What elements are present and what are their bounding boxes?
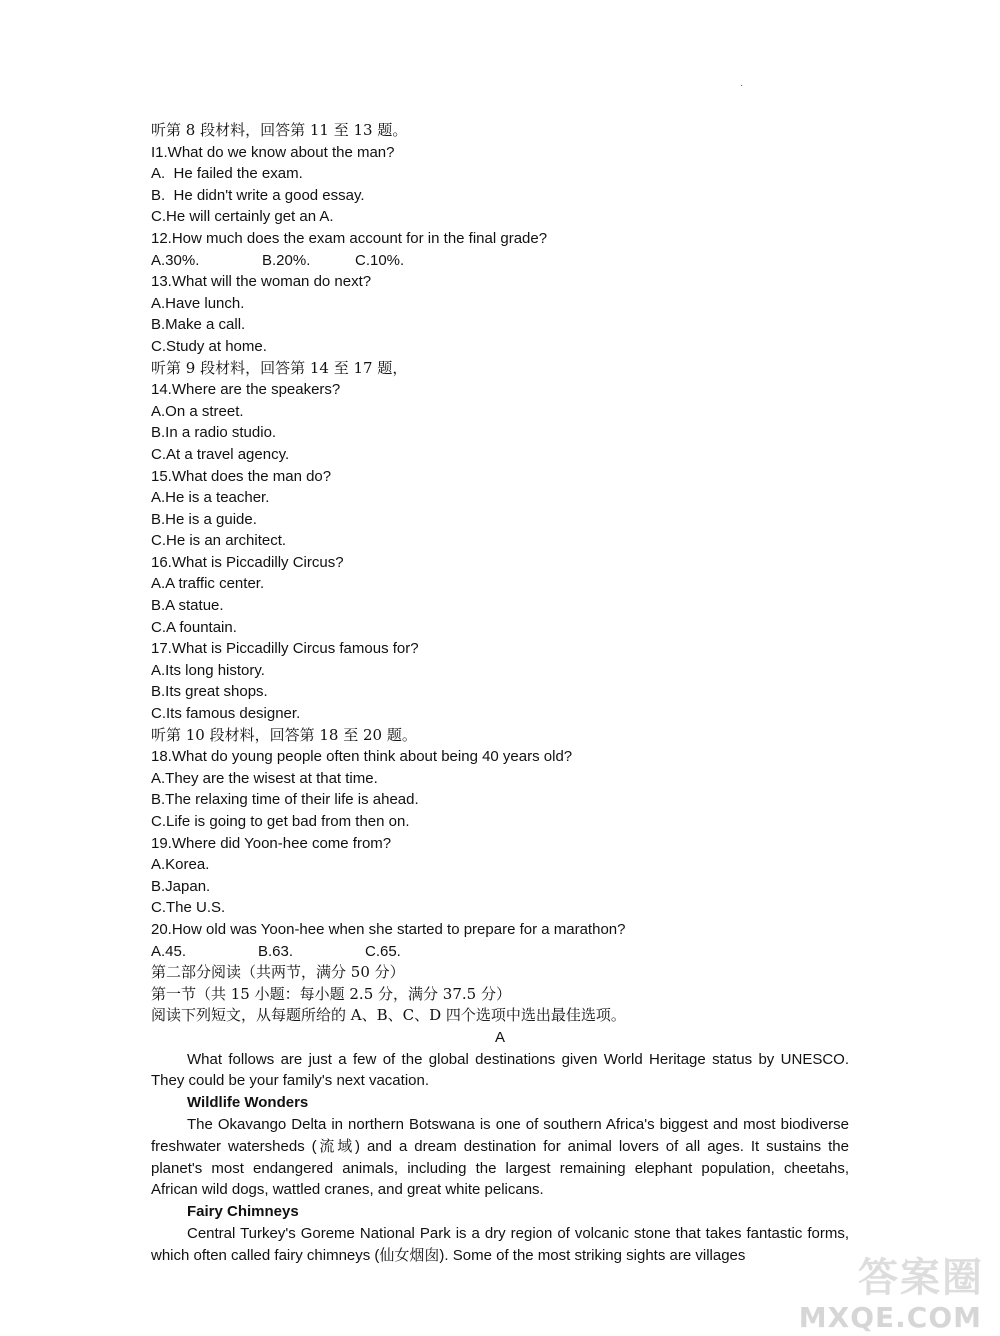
option-18-b: B.The relaxing time of their life is ahead. [151, 791, 419, 809]
option-12-b: B.20%. [262, 251, 311, 269]
option-14-c: C.At a travel agency. [151, 445, 290, 463]
heading-fairy-chimneys: Fairy Chimneys [187, 1203, 299, 1221]
question-16: 16.What is Piccadilly Circus? [151, 553, 344, 571]
option-20-b: B.63. [258, 942, 294, 960]
option-16-c: C.A fountain. [151, 618, 237, 636]
option-15-a: A.He is a teacher. [151, 489, 270, 507]
option-14-b: B.In a radio studio. [151, 424, 277, 442]
option-15-b: B.He is a guide. [151, 510, 257, 528]
section-8-intro: 听第 8 段材料，回答第 11 至 13 题。 [151, 121, 408, 139]
question-18: 18.What do young people often think about being 40 years old? [151, 748, 573, 766]
option-11-c: C.He will certainly get an A. [151, 208, 334, 226]
option-15-c: C.He is an architect. [151, 532, 287, 550]
question-13: 13.What will the woman do next? [151, 273, 372, 291]
question-20: 20.How old was Yoon-hee when she started to prepare for a marathon? [151, 920, 626, 938]
option-20-c: C.65. [365, 942, 401, 960]
option-11-a: A. He failed the exam. [151, 165, 303, 183]
option-16-a: A.A traffic center. [151, 575, 265, 593]
option-19-a: A.Korea. [151, 856, 210, 874]
question-17: 17.What is Piccadilly Circus famous for? [151, 640, 419, 658]
option-17-a: A.Its long history. [151, 661, 265, 679]
option-13-c: C.Study at home. [151, 337, 267, 355]
passage-label: A [494, 1028, 505, 1046]
passage-intro: What follows are just a few of the global destinations given World Heritage status by UNESCO. They could be your family's next vacation. [151, 1050, 849, 1090]
option-18-a: A.They are the wisest at that time. [151, 769, 378, 787]
reading-instruction: 阅读下列短文，从每题所给的 A、B、C、D 四个选项中选出最佳选项。 [151, 1006, 626, 1025]
option-19-b: B.Japan. [151, 877, 211, 895]
heading-wildlife-wonders: Wildlife Wonders [187, 1094, 309, 1112]
question-15: 15.What does the man do? [151, 467, 332, 485]
option-19-c: C.The U.S. [151, 899, 226, 917]
section-9-intro: 听第 9 段材料，回答第 14 至 17 题， [151, 358, 408, 377]
option-18-c: C.Life is going to get bad from then on. [151, 813, 410, 830]
option-14-a: A.On a street. [151, 402, 244, 420]
options-20 [151, 941, 849, 963]
paragraph-goreme: Central Turkey's Goreme National Park is a dry region of volcanic stone that takes fantastic forms, which often called fairy chimneys (仙女烟囱). Some of the most striking sights are villages [151, 1224, 849, 1264]
option-12-a: A.30%. [151, 251, 200, 269]
question-12: 12.How much does the exam account for in the final grade? [151, 229, 548, 247]
question-19: 19.Where did Yoon-hee come from? [151, 834, 392, 852]
option-17-b: B.Its great shops. [151, 683, 268, 701]
option-13-b: B.Make a call. [151, 316, 246, 334]
option-20-a: A.45. [151, 942, 187, 960]
section-10-intro: 听第 10 段材料，回答第 18 至 20 题。 [151, 725, 417, 744]
site-watermark [798, 1246, 988, 1334]
exam-page [151, 120, 849, 1267]
question-11: I1.What do we know about the man? [151, 143, 395, 161]
option-13-a: A.Have lunch. [151, 294, 245, 312]
option-16-b: B.A statue. [151, 597, 224, 615]
watermark-logo-text: 答案圈 [858, 1255, 984, 1301]
option-12-c: C.10%. [355, 251, 405, 269]
reading-part-title: 第二部分阅读（共两节，满分 50 分） [151, 963, 405, 982]
corner-mark: · [740, 80, 744, 91]
options-12 [151, 250, 849, 272]
watermark-url: MXQE.COM [798, 1301, 982, 1334]
paragraph-okavango: The Okavango Delta in northern Botswana is one of southern Africa's biggest and most biodiverse freshwater watersheds (流域) and a dream destination for animal lovers of all ages. It sustains the planet's most endangered animals, including the largest remaining elephant population, cheetahs, African wild dogs, wattled cranes, and great white pelicans. [151, 1115, 849, 1199]
question-14: 14.Where are the speakers? [151, 381, 341, 399]
option-11-b: B. He didn't write a good essay. [151, 186, 365, 204]
option-17-c: C.Its famous designer. [151, 705, 301, 723]
reading-section-title: 第一节（共 15 小题：每小题 2.5 分，满分 37.5 分） [151, 984, 511, 1003]
